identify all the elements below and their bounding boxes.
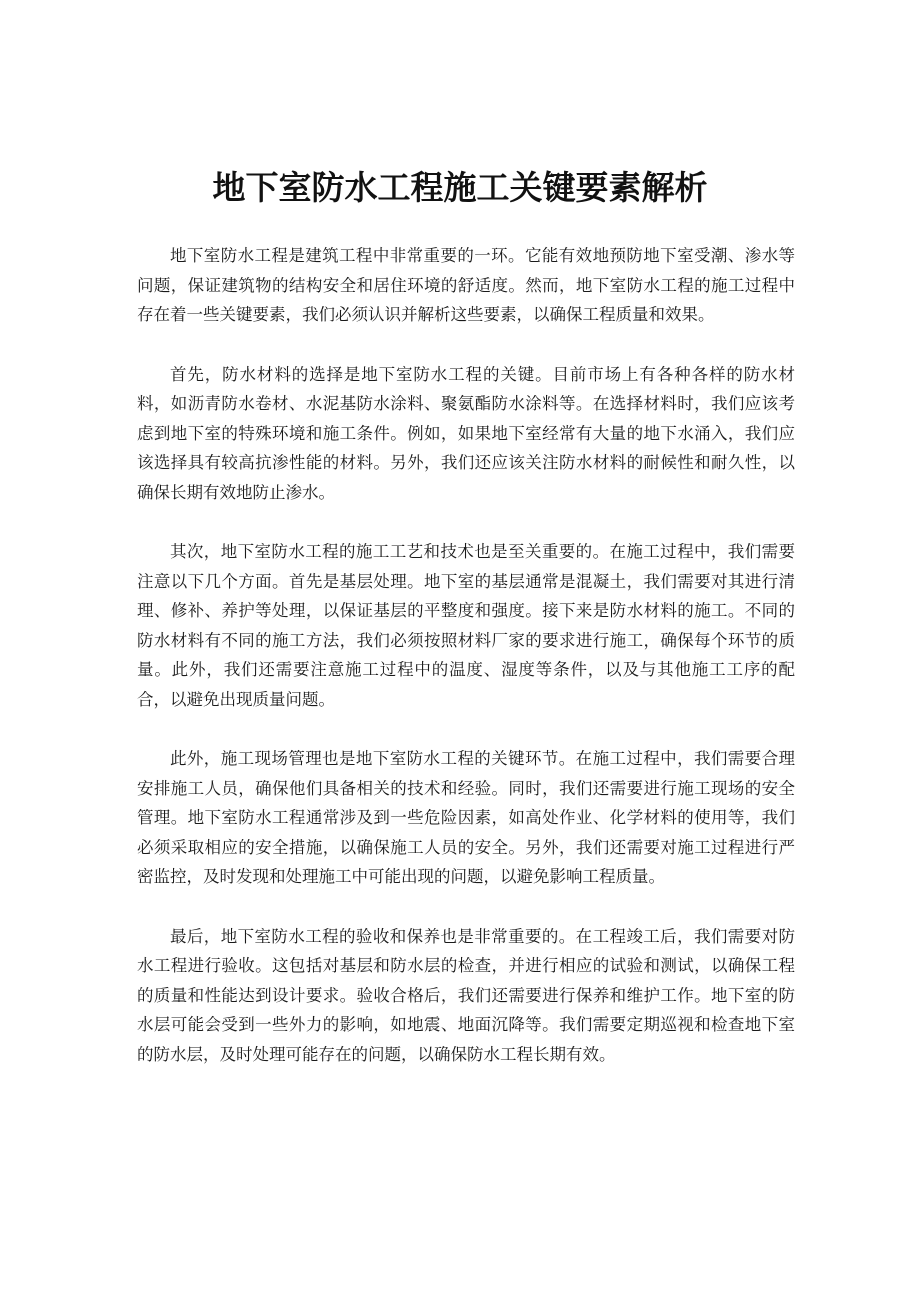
paragraph-site-management: 此外，施工现场管理也是地下室防水工程的关键环节。在施工过程中，我们需要合理安排施工人员，确保他们具备相关的技术和经验。同时，我们还需要进行施工现场的安全管理。地下室防水工程通常涉及到一些危险因素，如高处作业、化学材料的使用等，我们必须采取相应的安全措施，以确保施工人员的安全。另外，我们还需要对施工过程进行严密监控，及时发现和处理施工中可能出现的问题，以避免影响工程质量。 (137, 749, 795, 886)
paragraph-materials: 首先，防水材料的选择是地下室防水工程的关键。目前市场上有各种各样的防水材料，如沥青防水卷材、水泥基防水涂料、聚氨酯防水涂料等。在选择材料时，我们应该考虑到地下室的特殊环境和施工条件。例如，如果地下室经常有大量的地下水涌入，我们应该选择具有较高抗渗性能的材料。另外，我们还应该关注防水材料的耐候性和耐久性，以确保长期有效地防止渗水。 (137, 364, 795, 502)
paragraph-acceptance: 最后，地下室防水工程的验收和保养也是非常重要的。在工程竣工后，我们需要对防水工程进行验收。这包括对基层和防水层的检查，并进行相应的试验和测试，以确保工程的质量和性能达到设计要求。验收合格后，我们还需要进行保养和维护工作。地下室的防水层可能会受到一些外力的影响，如地震、地面沉降等。我们需要定期巡视和检查地下室的防水层，及时处理可能存在的问题，以确保防水工程长期有效。 (137, 926, 795, 1064)
page-title: 地下室防水工程施工关键要素解析 (212, 168, 708, 207)
document-body (137, 241, 795, 1099)
paragraph-intro: 地下室防水工程是建筑工程中非常重要的一环。它能有效地预防地下室受潮、渗水等问题，保证建筑物的结构安全和居住环境的舒适度。然而，地下室防水工程的施工过程中存在着一些关键要素，我们必须认识并解析这些要素，以确保工程质量和效果。 (137, 246, 795, 324)
paragraph-techniques: 其次，地下室防水工程的施工工艺和技术也是至关重要的。在施工过程中，我们需要注意以下几个方面。首先是基层处理。地下室的基层通常是混凝土，我们需要对其进行清理、修补、养护等处理，以保证基层的平整度和强度。接下来是防水材料的施工。不同的防水材料有不同的施工方法，我们必须按照材料厂家的要求进行施工，确保每个环节的质量。此外，我们还需要注意施工过程中的温度、湿度等条件，以及与其他施工工序的配合，以避免出现质量问题。 (137, 542, 795, 709)
